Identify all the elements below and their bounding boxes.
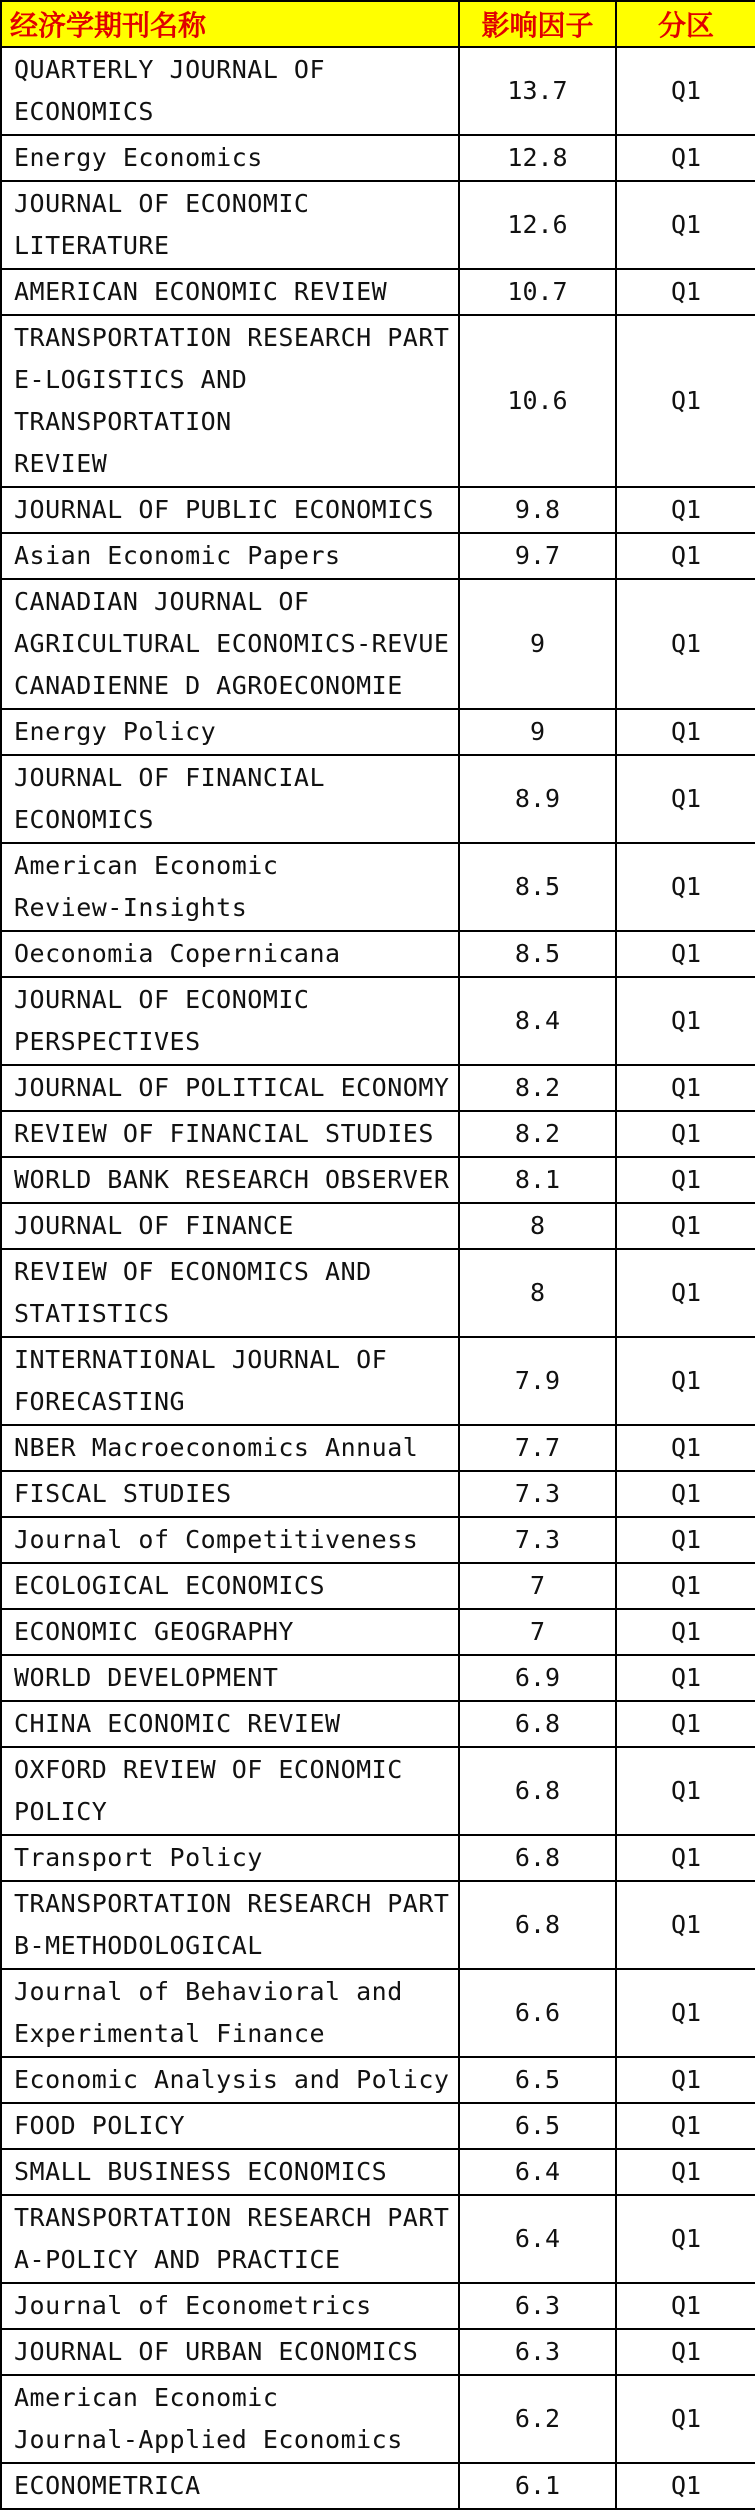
table-row <box>1 755 755 843</box>
zone-cell: Q1 <box>616 1701 755 1747</box>
table-row <box>1 487 755 533</box>
impact-factor-cell: 6.4 <box>459 2149 616 2195</box>
zone-cell: Q1 <box>616 2057 755 2103</box>
journal-name-cell: ECONOMETRICA <box>1 2463 459 2509</box>
journal-name-cell: CANADIAN JOURNAL OF AGRICULTURAL ECONOMICS-REVUE CANADIENNE D AGROECONOMIE <box>1 579 459 709</box>
table-row <box>1 2329 755 2375</box>
zone-cell: Q1 <box>616 487 755 533</box>
journal-name-cell: JOURNAL OF POLITICAL ECONOMY <box>1 1065 459 1111</box>
zone-cell: Q1 <box>616 1881 755 1969</box>
zone-cell: Q1 <box>616 843 755 931</box>
table-row <box>1 1563 755 1609</box>
zone-cell: Q1 <box>616 2463 755 2509</box>
journal-name-cell: Energy Policy <box>1 709 459 755</box>
journal-name-cell: INTERNATIONAL JOURNAL OF FORECASTING <box>1 1337 459 1425</box>
table-row <box>1 1157 755 1203</box>
zone-cell: Q1 <box>616 533 755 579</box>
header-zone: 分区 <box>616 1 755 47</box>
impact-factor-cell: 7.3 <box>459 1471 616 1517</box>
journal-name-cell: REVIEW OF ECONOMICS AND STATISTICS <box>1 1249 459 1337</box>
table-row <box>1 1203 755 1249</box>
zone-cell: Q1 <box>616 1425 755 1471</box>
impact-factor-cell: 8.1 <box>459 1157 616 1203</box>
table-row <box>1 1065 755 1111</box>
impact-factor-cell: 7.3 <box>459 1517 616 1563</box>
table-row <box>1 1337 755 1425</box>
impact-factor-cell: 12.6 <box>459 181 616 269</box>
impact-factor-cell: 7.7 <box>459 1425 616 1471</box>
zone-cell: Q1 <box>616 977 755 1065</box>
impact-factor-cell: 7 <box>459 1609 616 1655</box>
table-body <box>1 47 755 2509</box>
journal-name-cell: Economic Analysis and Policy <box>1 2057 459 2103</box>
journal-name-cell: JOURNAL OF FINANCIAL ECONOMICS <box>1 755 459 843</box>
journal-name-cell: NBER Macroeconomics Annual <box>1 1425 459 1471</box>
journal-name-cell: Journal of Behavioral and Experimental Finance <box>1 1969 459 2057</box>
zone-cell: Q1 <box>616 709 755 755</box>
table-row <box>1 2463 755 2509</box>
zone-cell: Q1 <box>616 755 755 843</box>
table-row <box>1 843 755 931</box>
table-row <box>1 2283 755 2329</box>
impact-factor-cell: 9.8 <box>459 487 616 533</box>
table-row <box>1 2195 755 2283</box>
journal-name-cell: JOURNAL OF ECONOMIC LITERATURE <box>1 181 459 269</box>
zone-cell: Q1 <box>616 2195 755 2283</box>
impact-factor-cell: 8.9 <box>459 755 616 843</box>
table-row <box>1 1609 755 1655</box>
zone-cell: Q1 <box>616 1337 755 1425</box>
zone-cell: Q1 <box>616 2329 755 2375</box>
table-row <box>1 2057 755 2103</box>
table-row <box>1 1111 755 1157</box>
zone-cell: Q1 <box>616 135 755 181</box>
journal-name-cell: JOURNAL OF FINANCE <box>1 1203 459 1249</box>
table-row <box>1 135 755 181</box>
journal-name-cell: AMERICAN ECONOMIC REVIEW <box>1 269 459 315</box>
journal-name-cell: Oeconomia Copernicana <box>1 931 459 977</box>
zone-cell: Q1 <box>616 1517 755 1563</box>
table-row <box>1 1425 755 1471</box>
impact-factor-cell: 6.5 <box>459 2103 616 2149</box>
table-row <box>1 2149 755 2195</box>
impact-factor-cell: 8 <box>459 1249 616 1337</box>
impact-factor-cell: 9 <box>459 709 616 755</box>
zone-cell: Q1 <box>616 1835 755 1881</box>
impact-factor-cell: 8.5 <box>459 931 616 977</box>
zone-cell: Q1 <box>616 1111 755 1157</box>
journal-name-cell: JOURNAL OF PUBLIC ECONOMICS <box>1 487 459 533</box>
journal-name-cell: ECONOMIC GEOGRAPHY <box>1 1609 459 1655</box>
impact-factor-cell: 8.5 <box>459 843 616 931</box>
table-row <box>1 533 755 579</box>
journal-name-cell: FOOD POLICY <box>1 2103 459 2149</box>
zone-cell: Q1 <box>616 1065 755 1111</box>
impact-factor-cell: 6.8 <box>459 1701 616 1747</box>
journal-name-cell: Journal of Competitiveness <box>1 1517 459 1563</box>
zone-cell: Q1 <box>616 2103 755 2149</box>
impact-factor-cell: 6.3 <box>459 2283 616 2329</box>
impact-factor-cell: 6.8 <box>459 1835 616 1881</box>
zone-cell: Q1 <box>616 1471 755 1517</box>
table-row <box>1 269 755 315</box>
journal-name-cell: Journal of Econometrics <box>1 2283 459 2329</box>
impact-factor-cell: 6.9 <box>459 1655 616 1701</box>
zone-cell: Q1 <box>616 315 755 487</box>
table-row <box>1 1881 755 1969</box>
impact-factor-cell: 7 <box>459 1563 616 1609</box>
table-row <box>1 1471 755 1517</box>
impact-factor-cell: 8.2 <box>459 1111 616 1157</box>
journal-name-cell: CHINA ECONOMIC REVIEW <box>1 1701 459 1747</box>
impact-factor-cell: 10.7 <box>459 269 616 315</box>
table-row <box>1 579 755 709</box>
journal-name-cell: American Economic Journal-Applied Economics <box>1 2375 459 2463</box>
impact-factor-cell: 6.2 <box>459 2375 616 2463</box>
journal-name-cell: OXFORD REVIEW OF ECONOMIC POLICY <box>1 1747 459 1835</box>
journal-name-cell: QUARTERLY JOURNAL OF ECONOMICS <box>1 47 459 135</box>
zone-cell: Q1 <box>616 47 755 135</box>
zone-cell: Q1 <box>616 1969 755 2057</box>
table-row <box>1 315 755 487</box>
header-impact-factor: 影响因子 <box>459 1 616 47</box>
zone-cell: Q1 <box>616 2375 755 2463</box>
zone-cell: Q1 <box>616 2149 755 2195</box>
impact-factor-cell: 7.9 <box>459 1337 616 1425</box>
impact-factor-cell: 12.8 <box>459 135 616 181</box>
journal-name-cell: ECOLOGICAL ECONOMICS <box>1 1563 459 1609</box>
journal-name-cell: Energy Economics <box>1 135 459 181</box>
zone-cell: Q1 <box>616 269 755 315</box>
journal-name-cell: TRANSPORTATION RESEARCH PART E-LOGISTICS AND TRANSPORTATION REVIEW <box>1 315 459 487</box>
impact-factor-cell: 8.2 <box>459 1065 616 1111</box>
zone-cell: Q1 <box>616 1563 755 1609</box>
impact-factor-cell: 8 <box>459 1203 616 1249</box>
journal-name-cell: WORLD DEVELOPMENT <box>1 1655 459 1701</box>
table-row <box>1 1701 755 1747</box>
journal-name-cell: FISCAL STUDIES <box>1 1471 459 1517</box>
journal-name-cell: TRANSPORTATION RESEARCH PART A-POLICY AND PRACTICE <box>1 2195 459 2283</box>
zone-cell: Q1 <box>616 931 755 977</box>
journal-name-cell: REVIEW OF FINANCIAL STUDIES <box>1 1111 459 1157</box>
table-row <box>1 47 755 135</box>
table-row <box>1 1517 755 1563</box>
journal-name-cell: TRANSPORTATION RESEARCH PART B-METHODOLOGICAL <box>1 1881 459 1969</box>
impact-factor-cell: 6.4 <box>459 2195 616 2283</box>
impact-factor-cell: 6.3 <box>459 2329 616 2375</box>
table-row <box>1 1835 755 1881</box>
table-row <box>1 709 755 755</box>
journal-name-cell: JOURNAL OF URBAN ECONOMICS <box>1 2329 459 2375</box>
zone-cell: Q1 <box>616 1655 755 1701</box>
header-journal-name: 经济学期刊名称 <box>1 1 459 47</box>
zone-cell: Q1 <box>616 1609 755 1655</box>
zone-cell: Q1 <box>616 1203 755 1249</box>
table-header-row <box>1 1 755 47</box>
impact-factor-cell: 6.8 <box>459 1881 616 1969</box>
impact-factor-cell: 6.1 <box>459 2463 616 2509</box>
table-row <box>1 181 755 269</box>
zone-cell: Q1 <box>616 1747 755 1835</box>
table-row <box>1 1655 755 1701</box>
journal-name-cell: WORLD BANK RESEARCH OBSERVER <box>1 1157 459 1203</box>
impact-factor-cell: 9.7 <box>459 533 616 579</box>
zone-cell: Q1 <box>616 2283 755 2329</box>
impact-factor-cell: 10.6 <box>459 315 616 487</box>
impact-factor-cell: 13.7 <box>459 47 616 135</box>
table-row <box>1 1969 755 2057</box>
table-row <box>1 1747 755 1835</box>
impact-factor-cell: 6.8 <box>459 1747 616 1835</box>
impact-factor-cell: 9 <box>459 579 616 709</box>
table-row <box>1 931 755 977</box>
table-row <box>1 2103 755 2149</box>
journal-name-cell: Transport Policy <box>1 1835 459 1881</box>
journal-name-cell: SMALL BUSINESS ECONOMICS <box>1 2149 459 2195</box>
impact-factor-cell: 6.5 <box>459 2057 616 2103</box>
journal-name-cell: American Economic Review-Insights <box>1 843 459 931</box>
table-row <box>1 977 755 1065</box>
table-row <box>1 1249 755 1337</box>
journal-name-cell: JOURNAL OF ECONOMIC PERSPECTIVES <box>1 977 459 1065</box>
journal-name-cell: Asian Economic Papers <box>1 533 459 579</box>
impact-factor-cell: 6.6 <box>459 1969 616 2057</box>
zone-cell: Q1 <box>616 579 755 709</box>
zone-cell: Q1 <box>616 1157 755 1203</box>
impact-factor-cell: 8.4 <box>459 977 616 1065</box>
zone-cell: Q1 <box>616 181 755 269</box>
zone-cell: Q1 <box>616 1249 755 1337</box>
table-row <box>1 2375 755 2463</box>
